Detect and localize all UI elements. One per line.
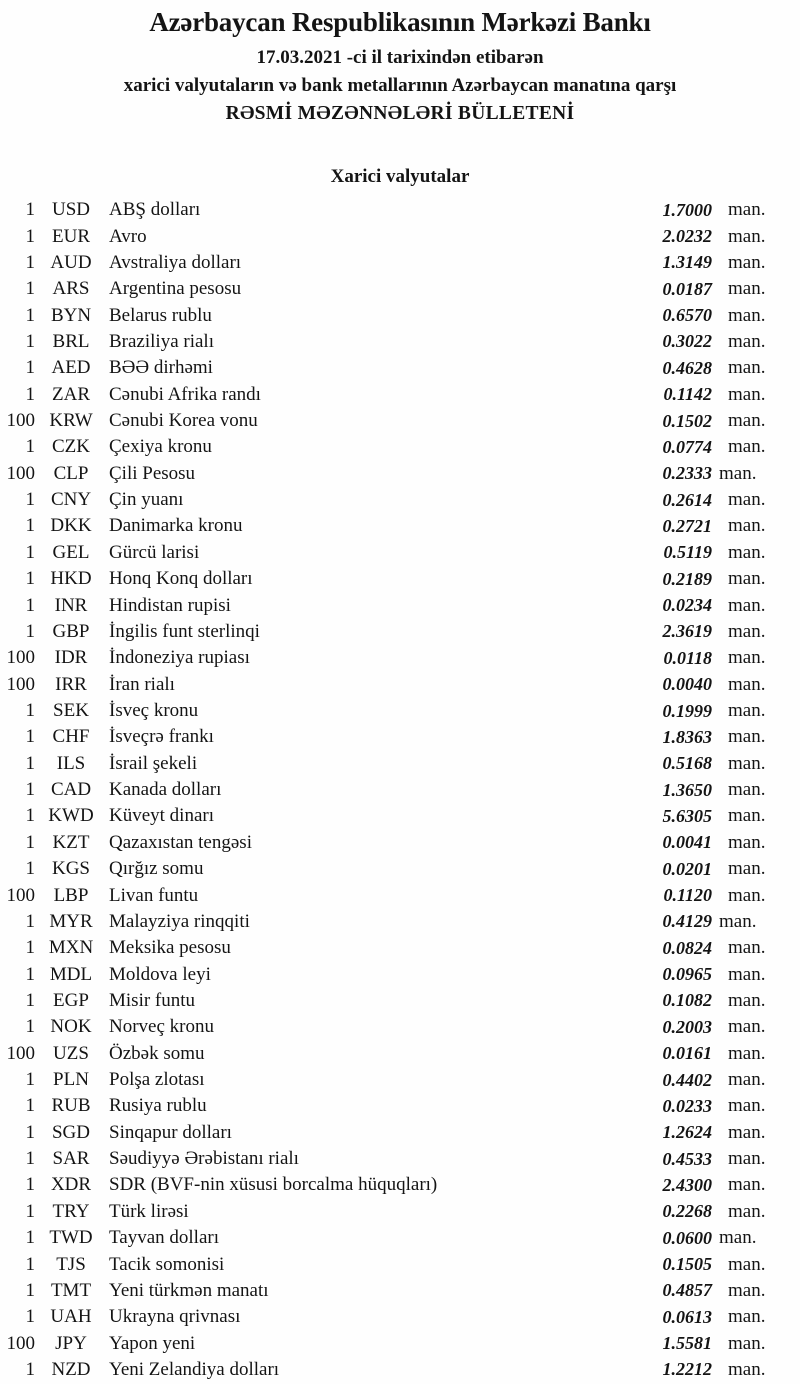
- nominal-value: 1: [25, 541, 35, 563]
- unit-label: man.: [728, 1200, 766, 1222]
- currency-code: HKD: [50, 568, 92, 590]
- rate-value: 0.2333: [662, 463, 712, 484]
- rate-value: 0.2003: [662, 1016, 712, 1037]
- currency-code: TRY: [52, 1200, 90, 1222]
- currency-name: Hindistan rupisi: [109, 594, 231, 616]
- nominal-value: 100: [6, 410, 35, 432]
- unit-label: man.: [728, 225, 766, 247]
- unit-label: man.: [728, 1332, 766, 1354]
- rate-value: 0.2614: [662, 489, 712, 510]
- unit-label: man.: [728, 937, 766, 959]
- rate-row: [0, 382, 800, 408]
- rate-value: 0.4857: [662, 1280, 712, 1301]
- unit-label: man.: [728, 700, 766, 721]
- rate-value: 0.0040: [662, 674, 712, 695]
- nominal-value: 1: [25, 515, 35, 537]
- rate-row: [0, 645, 800, 671]
- rate-value: 0.5168: [662, 753, 712, 774]
- rate-value: 0.0201: [662, 858, 712, 879]
- rate-value: 0.5119: [663, 542, 712, 563]
- currency-code: TMT: [50, 1279, 92, 1301]
- rate-row: [0, 724, 800, 750]
- unit-label: man.: [728, 752, 766, 774]
- currency-name: Polşa zlotası: [109, 1069, 205, 1091]
- nominal-value: 1: [25, 1253, 35, 1275]
- rate-value: 0.3022: [662, 331, 712, 352]
- currency-code: BRL: [52, 330, 90, 352]
- rate-value: 1.2624: [662, 1122, 712, 1143]
- unit-label: man.: [728, 1148, 766, 1170]
- rate-value: 1.2212: [662, 1359, 712, 1380]
- nominal-value: 1: [25, 357, 35, 379]
- rate-row: [0, 1304, 800, 1330]
- currency-name: Cənubi Afrika randı: [109, 383, 261, 405]
- nominal-value: 1: [25, 937, 35, 959]
- currency-name: Yapon yeni: [109, 1332, 196, 1354]
- currency-name: Qazaxıstan tengəsi: [109, 831, 252, 853]
- currency-name: Sinqapur dolları: [109, 1121, 232, 1143]
- rate-value: 1.5581: [662, 1333, 712, 1354]
- nominal-value: 1: [25, 1306, 35, 1328]
- currency-name: ABŞ dolları: [109, 199, 201, 221]
- currency-name: Rusiya rublu: [109, 1095, 207, 1117]
- rate-value: 0.1142: [663, 384, 712, 405]
- nominal-value: 1: [25, 383, 35, 405]
- rate-value: 0.0041: [662, 832, 712, 853]
- currency-name: Çin yuanı: [109, 489, 184, 511]
- currency-name: İsrail şekeli: [109, 752, 198, 774]
- rate-value: 0.2721: [662, 515, 712, 536]
- nominal-value: 1: [25, 831, 35, 853]
- rate-value: 0.2189: [662, 568, 712, 589]
- currency-name: Kanada dolları: [109, 779, 222, 801]
- currency-code: KZT: [52, 831, 90, 853]
- rate-value: 0.2268: [662, 1201, 712, 1222]
- rate-row: [0, 461, 800, 487]
- currency-name: Çili Pesosu: [109, 462, 196, 484]
- nominal-value: 100: [6, 462, 35, 484]
- rate-value: 2.3619: [662, 621, 712, 642]
- rate-row: [0, 751, 800, 777]
- currency-code: ARS: [52, 278, 90, 300]
- nominal-value: 100: [6, 647, 35, 669]
- nominal-value: 1: [25, 1358, 35, 1380]
- currency-code: AUD: [50, 251, 92, 273]
- currency-name: Qırğız somu: [109, 858, 204, 880]
- unit-label: man.: [728, 1016, 766, 1038]
- rate-value: 0.0187: [662, 278, 712, 299]
- unit-label: man.: [728, 647, 766, 669]
- rate-row: [0, 355, 800, 381]
- currency-name: Avstraliya dolları: [109, 251, 242, 273]
- bank-title: Azərbaycan Respublikasının Mərkəzi Bankı: [149, 7, 651, 37]
- currency-code: CHF: [52, 726, 90, 748]
- currency-code: MDL: [49, 963, 93, 985]
- rate-row: [0, 1014, 800, 1040]
- currency-code: EUR: [52, 225, 90, 247]
- currency-code: CLP: [53, 462, 89, 484]
- currency-code: RUB: [51, 1095, 91, 1117]
- rate-row: [0, 408, 800, 434]
- unit-label: man.: [728, 1174, 766, 1196]
- rate-value: 0.4533: [662, 1148, 712, 1169]
- rate-row: [0, 197, 800, 223]
- rate-value: 0.0233: [662, 1095, 712, 1116]
- nominal-value: 100: [6, 1042, 35, 1064]
- rate-row: [0, 1278, 800, 1304]
- currency-name: Ukrayna qrivnası: [109, 1306, 241, 1328]
- unit-label: man.: [728, 989, 766, 1011]
- rate-row: [0, 1357, 800, 1383]
- unit-label: man.: [728, 620, 766, 642]
- rate-value: 0.0234: [662, 595, 712, 616]
- unit-label: man.: [728, 1279, 766, 1301]
- rate-value: 0.1120: [663, 885, 712, 906]
- currency-code: SAR: [52, 1148, 90, 1170]
- currency-code: GEL: [52, 541, 90, 563]
- rate-value: 0.1505: [662, 1254, 712, 1275]
- unit-label: man.: [728, 963, 766, 985]
- rate-value: 0.0965: [662, 964, 712, 985]
- rate-value: 0.0600: [662, 1227, 712, 1248]
- currency-name: Braziliya rialı: [109, 330, 214, 352]
- rate-row: [0, 909, 800, 935]
- nominal-value: 100: [6, 673, 35, 695]
- currency-name: Belarus rublu: [109, 304, 212, 326]
- currency-name: Malayziya rinqqiti: [109, 910, 250, 932]
- currency-code: NZD: [51, 1358, 91, 1380]
- nominal-value: 1: [25, 568, 35, 590]
- currency-name: Livan funtu: [109, 884, 199, 906]
- nominal-value: 1: [25, 858, 35, 880]
- rate-value: 0.1502: [662, 410, 712, 431]
- currency-code: MXN: [48, 937, 94, 959]
- nominal-value: 1: [25, 1227, 35, 1249]
- bulletin-title: RƏSMİ MƏZƏNNƏLƏRİ BÜLLETENİ: [225, 103, 575, 124]
- currency-name: Honq Konq dolları: [109, 568, 253, 590]
- rate-row: [0, 698, 800, 724]
- section-title-foreign-currencies: Xarici valyutalar: [330, 166, 470, 187]
- currency-code: KGS: [51, 858, 90, 880]
- rate-value: 1.3650: [662, 779, 712, 800]
- currency-name: İndoneziya rupiası: [109, 647, 250, 669]
- unit-label: man.: [728, 673, 766, 695]
- nominal-value: 100: [6, 884, 35, 906]
- currency-code: TWD: [49, 1227, 93, 1249]
- nominal-value: 1: [25, 278, 35, 300]
- currency-name: Tacik somonisi: [109, 1253, 225, 1275]
- currency-name: İsveç kronu: [109, 700, 199, 721]
- rate-row: [0, 434, 800, 460]
- rate-row: [0, 592, 800, 618]
- currency-code: USD: [51, 199, 90, 221]
- currency-code: GBP: [52, 620, 90, 642]
- currency-name: İran rialı: [109, 673, 175, 695]
- unit-label: man.: [728, 515, 766, 537]
- unit-label: man.: [728, 884, 766, 906]
- currency-name: Meksika pesosu: [109, 937, 231, 959]
- currency-code: NOK: [50, 1016, 92, 1038]
- nominal-value: 1: [25, 620, 35, 642]
- unit-label: man.: [728, 858, 766, 880]
- nominal-value: 1: [25, 963, 35, 985]
- rate-row: [0, 302, 800, 328]
- currency-name: Gürcü larisi: [109, 541, 200, 563]
- nominal-value: 1: [25, 1174, 35, 1196]
- rate-value: 1.8363: [662, 726, 712, 747]
- currency-name: Misir funtu: [109, 989, 196, 1011]
- currency-name: Tayvan dolları: [109, 1227, 219, 1249]
- rate-value: 0.4129: [662, 911, 712, 932]
- rate-row: [0, 513, 800, 539]
- rate-row: [0, 540, 800, 566]
- rate-value: 0.0774: [662, 436, 712, 457]
- currency-code: CNY: [50, 489, 92, 511]
- nominal-value: 1: [25, 910, 35, 932]
- currency-code: SGD: [51, 1121, 90, 1143]
- rate-row: [0, 777, 800, 803]
- rate-row: [0, 487, 800, 513]
- rate-row: [0, 935, 800, 961]
- currency-name: Moldova leyi: [109, 963, 211, 985]
- nominal-value: 1: [25, 1148, 35, 1170]
- rate-value: 0.0824: [662, 937, 712, 958]
- nominal-value: 1: [25, 1016, 35, 1038]
- unit-label: man.: [728, 199, 766, 221]
- currency-code: SEK: [53, 700, 89, 721]
- unit-label: man.: [728, 594, 766, 616]
- rate-row: [0, 1120, 800, 1146]
- nominal-value: 1: [25, 436, 35, 458]
- unit-label: man.: [728, 489, 766, 511]
- currency-name: Özbək somu: [109, 1042, 205, 1064]
- currency-name: SDR (BVF-nin xüsusi borcalma hüquqları): [109, 1174, 438, 1196]
- nominal-value: 1: [25, 989, 35, 1011]
- rate-value: 0.0613: [662, 1306, 712, 1327]
- currency-code: PLN: [53, 1069, 89, 1091]
- rate-row: [0, 1199, 800, 1225]
- rate-value: 0.6570: [662, 305, 712, 326]
- currency-code: ILS: [56, 752, 86, 774]
- currency-code: IRR: [55, 673, 87, 695]
- unit-label: man.: [728, 304, 766, 326]
- unit-label: man.: [719, 462, 757, 484]
- unit-label: man.: [728, 831, 766, 853]
- currency-code: TJS: [56, 1253, 86, 1275]
- unit-label: man.: [728, 1042, 766, 1064]
- currency-name: Avro: [109, 225, 147, 247]
- unit-label: man.: [728, 568, 766, 590]
- currency-name: Çexiya kronu: [109, 436, 212, 458]
- unit-label: man.: [728, 410, 766, 432]
- currency-code: UAH: [50, 1306, 92, 1328]
- currency-code: EGP: [53, 989, 89, 1011]
- rate-value: 5.6305: [662, 805, 712, 826]
- currency-name: Türk lirəsi: [109, 1200, 189, 1222]
- nominal-value: 1: [25, 752, 35, 774]
- currency-code: KWD: [48, 805, 94, 827]
- unit-label: man.: [728, 357, 766, 379]
- rate-value: 2.0232: [662, 226, 712, 247]
- currency-name: Norveç kronu: [109, 1016, 214, 1038]
- rate-row: [0, 1093, 800, 1119]
- rate-value: 0.0161: [662, 1043, 712, 1064]
- nominal-value: 1: [25, 805, 35, 827]
- unit-label: man.: [728, 1069, 766, 1091]
- rate-row: [0, 830, 800, 856]
- currency-name: İngilis funt sterlinqi: [109, 620, 260, 642]
- nominal-value: 1: [25, 251, 35, 273]
- unit-label: man.: [728, 251, 766, 273]
- rate-row: [0, 566, 800, 592]
- currency-code: UZS: [53, 1042, 89, 1064]
- unit-label: man.: [728, 779, 766, 801]
- unit-label: man.: [728, 1121, 766, 1143]
- currency-code: IDR: [54, 647, 88, 669]
- nominal-value: 1: [25, 700, 35, 721]
- rate-value: 0.4628: [662, 357, 712, 378]
- rate-row: [0, 276, 800, 302]
- rate-row: [0, 1251, 800, 1277]
- rate-row: [0, 223, 800, 249]
- unit-label: man.: [719, 910, 757, 932]
- nominal-value: 1: [25, 1069, 35, 1091]
- rate-value: 0.1082: [662, 990, 712, 1011]
- currency-code: AED: [51, 357, 91, 379]
- unit-label: man.: [728, 330, 766, 352]
- rate-row: [0, 619, 800, 645]
- rate-row: [0, 1172, 800, 1198]
- unit-label: man.: [728, 383, 766, 405]
- nominal-value: 1: [25, 1279, 35, 1301]
- rate-row: [0, 671, 800, 697]
- rate-value: 0.1999: [662, 700, 712, 721]
- currency-code: ZAR: [52, 383, 90, 405]
- effective-date-line: 17.03.2021 -ci il tarixindən etibarən: [256, 47, 544, 68]
- currency-code: BYN: [50, 304, 92, 326]
- nominal-value: 1: [25, 199, 35, 221]
- unit-label: man.: [728, 278, 766, 300]
- rate-value: 1.7000: [662, 199, 712, 220]
- currency-code: MYR: [49, 910, 93, 932]
- nominal-value: 1: [25, 1095, 35, 1117]
- nominal-value: 1: [25, 726, 35, 748]
- currency-name: Yeni Zelandiya dolları: [109, 1358, 280, 1380]
- nominal-value: 100: [6, 1332, 35, 1354]
- rate-row: [0, 961, 800, 987]
- rate-row: [0, 1330, 800, 1356]
- nominal-value: 1: [25, 594, 35, 616]
- currency-code: KRW: [49, 410, 93, 432]
- rate-value: 2.4300: [662, 1174, 712, 1195]
- currency-code: XDR: [50, 1174, 92, 1196]
- currency-name: BƏƏ dirhəmi: [109, 357, 213, 379]
- currency-code: JPY: [55, 1332, 87, 1354]
- unit-label: man.: [719, 1227, 757, 1249]
- unit-label: man.: [728, 1306, 766, 1328]
- nominal-value: 1: [25, 1121, 35, 1143]
- unit-label: man.: [728, 541, 766, 563]
- currency-name: Yeni türkmən manatı: [109, 1279, 269, 1301]
- bulletin-subtitle: xarici valyutaların və bank metallarının Azərbaycan manatına qarşı: [123, 75, 677, 96]
- currency-code: CAD: [50, 779, 92, 801]
- currency-code: INR: [54, 594, 88, 616]
- rate-value: 1.3149: [662, 252, 712, 273]
- currency-code: DKK: [50, 515, 92, 537]
- rate-row: [0, 882, 800, 908]
- currency-name: Cənubi Korea vonu: [109, 410, 258, 432]
- unit-label: man.: [728, 1358, 766, 1380]
- currency-name: Küveyt dinarı: [109, 805, 215, 827]
- rate-row: [0, 988, 800, 1014]
- rate-row: [0, 856, 800, 882]
- rate-value: 0.4402: [662, 1069, 712, 1090]
- nominal-value: 1: [25, 330, 35, 352]
- rate-row: [0, 1041, 800, 1067]
- unit-label: man.: [728, 436, 766, 458]
- nominal-value: 1: [25, 489, 35, 511]
- rate-value: 0.0118: [663, 647, 712, 668]
- rate-row: [0, 803, 800, 829]
- currency-name: Danimarka kronu: [109, 515, 243, 537]
- rate-row: [0, 1146, 800, 1172]
- currency-name: İsveçrə frankı: [109, 726, 214, 748]
- currency-code: LBP: [53, 884, 89, 906]
- unit-label: man.: [728, 726, 766, 748]
- rates-table: [0, 197, 800, 1383]
- currency-code: CZK: [52, 436, 90, 458]
- currency-name: Səudiyyə Ərəbistanı rialı: [109, 1148, 299, 1170]
- rate-row: [0, 329, 800, 355]
- currency-name: Argentina pesosu: [109, 278, 242, 300]
- rate-row: [0, 1067, 800, 1093]
- nominal-value: 1: [25, 225, 35, 247]
- unit-label: man.: [728, 1253, 766, 1275]
- rate-row: [0, 250, 800, 276]
- nominal-value: 1: [25, 779, 35, 801]
- nominal-value: 1: [25, 304, 35, 326]
- nominal-value: 1: [25, 1200, 35, 1222]
- unit-label: man.: [728, 805, 766, 827]
- rate-row: [0, 1225, 800, 1251]
- unit-label: man.: [728, 1095, 766, 1117]
